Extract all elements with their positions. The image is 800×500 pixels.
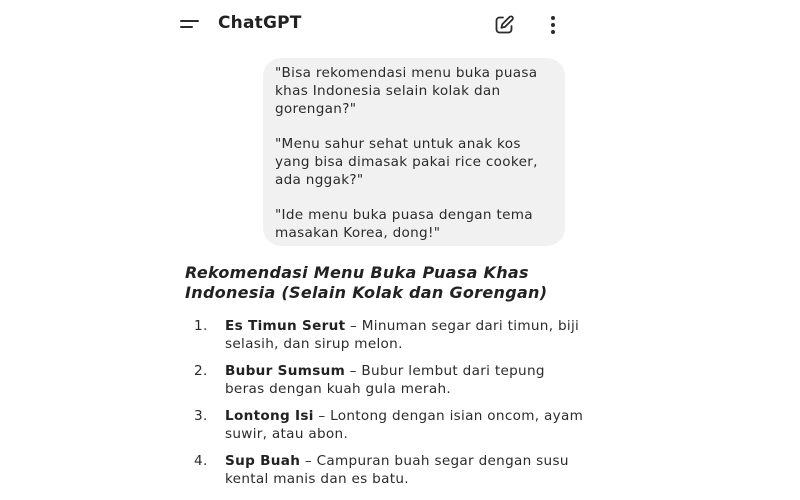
menu-item-description: – Minuman segar dari timun, biji selasih, dan sirup melon.: [225, 318, 580, 352]
menu-item-name: Lontong Isi: [225, 408, 314, 424]
user-message-paragraph: "Menu sahur sehat untuk anak kos yang bisa dimasak pakai rice cooker, ada nggak?": [275, 136, 538, 188]
list-item: [185, 407, 585, 443]
list-item-number: 1.: [194, 318, 208, 334]
top-bar: [0, 0, 800, 50]
list-item: [185, 452, 585, 488]
list-item: [185, 362, 585, 398]
menu-item-description: – Lontong dengan isian oncom, ayam suwir, atau abon.: [225, 408, 584, 442]
list-item-number: 3.: [194, 408, 208, 424]
menu-item-name: Es Timun Serut: [225, 318, 346, 334]
app-title: ChatGPT: [218, 13, 302, 33]
menu-item-description: – Campuran buah segar dengan susu kental manis dan es batu.: [225, 453, 569, 487]
user-message-bubble: [263, 58, 565, 246]
menu-item-name: Bubur Sumsum: [225, 363, 346, 379]
new-chat-edit-icon[interactable]: [492, 13, 516, 37]
menu-item-name: Sup Buah: [225, 453, 301, 469]
more-options-icon[interactable]: [543, 13, 563, 37]
recommendation-list: [185, 317, 585, 497]
assistant-response: [185, 263, 585, 487]
list-item-number: 2.: [194, 363, 208, 379]
list-item: [185, 317, 585, 353]
user-message-paragraph: "Bisa rekomendasi menu buka puasa khas Indonesia selain kolak dan gorengan?": [275, 65, 538, 117]
menu-item-description: – Bubur lembut dari tepung beras dengan kuah gula merah.: [225, 363, 545, 397]
user-message-paragraph: "Ide menu buka puasa dengan tema masakan Korea, dong!": [275, 207, 533, 241]
response-heading: Rekomendasi Menu Buka Puasa Khas Indonesia (Selain Kolak dan Gorengan): [185, 263, 548, 302]
menu-icon[interactable]: [178, 14, 202, 34]
list-item-number: 4.: [194, 453, 208, 469]
